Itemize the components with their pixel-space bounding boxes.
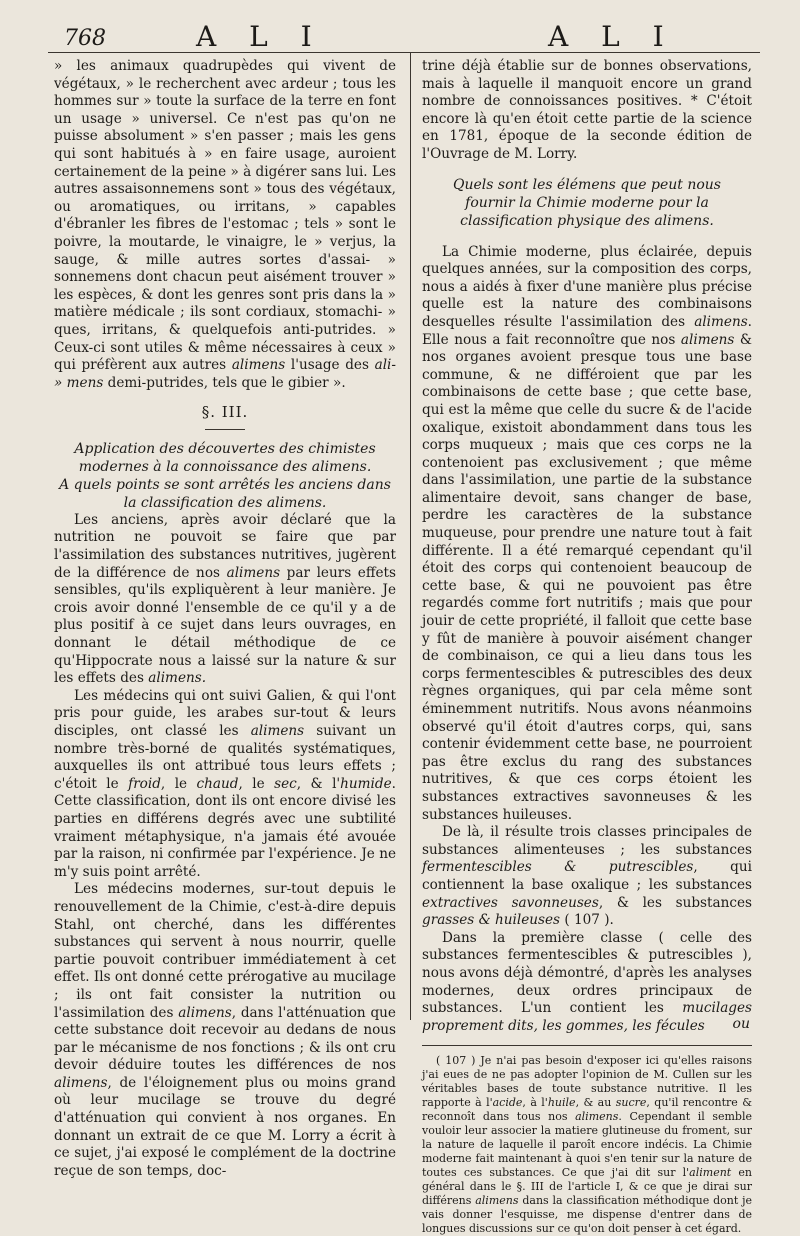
section-rule (205, 429, 245, 430)
paragraph: Dans la première classe ( celle des substances fermentescibles & putrescibles ), nous avons déjà démontré, d'après les analyses modernes, deux ordres principaux de substances. L'un contient les mucilages proprement dits, les gommes, les fécules (422, 929, 753, 1034)
running-title-left: A L I (196, 20, 324, 53)
subsection-title: Quels sont les élémens que peut nous fournir la Chimie moderne pour la classification physique des alimens. (453, 176, 721, 229)
column-divider (410, 52, 411, 1020)
subsection-title: A quels points se sont arrêtés les anciens dans la classification des alimens. (59, 476, 391, 511)
section-number: §. III. (201, 403, 249, 422)
page-number: 768 (64, 26, 106, 51)
left-column (54, 58, 396, 1180)
quoted-passage: » les animaux quadrupèdes qui vivent de végétaux, » le recherchent avec ardeur ; tous les hommes sur » toute la surface de la terre en font un usage » universel. Ce n'est pas qu'on ne puisse absolument » s'en passer ; mais les gens qui sont habitués à » en faire usage, auroient certainement de la peine » à digérer sans lui. Les autres assaisonnemens sont » tous des végétaux, ou aromatiques, ou irritans, » capables d'ébranler les fibres de l'estomac ; tels » sont le poivre, la moutarde, le vinaigre, le » verjus, la sauge, & mille autres sortes d'assai- » sonnemens dont chacun peut aisément trouver » les espèces, & dont les genres sont pris dans la » matière médicale ; ils sont cordiaux, stomachi- » ques, irritans, & quelquefois anti-putrides. » Ceux-ci sont utiles & même nécessaires à ceux » qui préfèrent aux autres alimens l'usage des ali- » mens demi-putrides, tels que le gibier ». (54, 58, 396, 391)
paragraph: Les médecins modernes, sur-tout depuis le renouvellement de la Chimie, c'est-à-dire depuis Stahl, ont cherché, dans les différentes substances qui servent à nous nourrir, quelle partie pouvoit contribuer immédiatement à cet effet. Ils ont donné cette prérogative au mucilage ; ils ont fait consister la nutrition ou l'assimilation des alimens, dans l'atténuation que cette substance doit recevoir au dedans de nous par le mécanisme de nos fonctions ; & ils ont cru devoir déduire toutes les différences de nos alimens, de l'éloignement plus ou moins grand où leur mucilage se trouve du degré d'atténuation qui convient à nos organes. En donnant un extrait de ce que M. Lorry a écrit à ce sujet, j'ai exposé le complément de la doctrine reçue de son temps, doc- (54, 881, 396, 1179)
catchword: ou (732, 1016, 750, 1032)
section-heading (54, 404, 396, 430)
paragraph: Les anciens, après avoir déclaré que la nutrition ne pouvoit se faire que par l'assimilation des substances nutritives, jugèrent de la différence de nos alimens par leurs effets sensibles, qu'ils expliquèrent à leur manière. Je crois avoir donné l'ensemble de ce qu'il y a de plus positif à ce sujet dans leurs ouvrages, en donnant le détail méthodique de ce qu'Hippocrate nous a laissé sur la nature & sur les effets des alimens. (54, 511, 396, 687)
paragraph: De là, il résulte trois classes principales de substances alimenteuses ; les substances fermentescibles & putrescibles, qui contiennent la base oxalique ; les substances extractives savonneuses, & les substances grasses & huileuses ( 107 ). (422, 824, 752, 929)
right-column (422, 58, 752, 1236)
section-title: Application des découvertes des chimistes modernes à la connoissance des alimens. (74, 440, 376, 475)
paragraph: Les médecins qui ont suivi Galien, & qui l'ont pris pour guide, les arabes sur-tout & leurs disciples, ont classé les alimens suivant un nombre très-borné de qualités systématiques, auxquelles ils ont attribué tous leurs effets ; c'étoit le froid, le chaud, le sec, & l'humide. Cette classification, dont ils ont encore divisé les parties en différens degrés avec une subtilité vraiment métaphysique, n'a jamais été avouée par la raison, ni confirmée par l'expérience. Je ne m'y suis point arrêté. (54, 687, 396, 880)
paragraph: La Chimie moderne, plus éclairée, depuis quelques années, sur la composition des corps, nous a aidés à fixer d'une manière plus précise quelle est la nature des combinaisons desquelles résulte l'assimilation des alimens. Elle nous a fait reconnoître que nos alimens & nos organes avoient presque tous une base commune, & ne différoient que par les combinaisons de cette base ; que cette base, qui est la même que celle du sucre & de l'acide oxalique, existoit abondamment dans tous les corps muqueux ; mais que ces corps ne la contenoient pas exclusivement ; que même dans l'assimilation, une partie de la substance alimentaire devoit, sans changer de base, perdre les caractères de la substance muqueuse, pour prendre une nature tout à fait différente. Il a été remarqué cependant qu'il étoit des corps qui contenoient beaucoup de cette base, & qui ne pouvoient pas être regardés comme fort nutritifs ; mais que pour jouir de cette propriété, il falloit que cette base y fût de manière à pouvoir aisément changer de combinaison, ce qui a lieu dans tous les corps fermentescibles & putrescibles des deux règnes organiques, qui par cela même sont éminemment nutritifs. Nous avons néanmoins observé qu'il étoit d'autres corps, qui, sans contenir évidemment cette base, ne pourroient pas être exclus du rang des substances nutritives, & que ces corps étoient les substances extractives savonneuses & les substances huileuses. (422, 243, 752, 823)
header-rule (48, 52, 760, 53)
paragraph-continued: trine déjà établie sur de bonnes observations, mais à laquelle il manquoit encore un grand nombre de connoissances positives. * C'étoit encore là qu'en étoit cette partie de la science en 1781, époque de la seconde édition de l'Ouvrage de M. Lorry. (422, 58, 752, 162)
footnote: ( 107 ) Je n'ai pas besoin d'exposer ici qu'elles raisons j'ai eues de ne pas adopter l'opinion de M. Cullen sur les véritables bases de toute substance nutritive. Il les rapporte à l'acide, à l'huile, & au sucre, qu'il rencontre & reconnoît dans tous nos alimens. Cependant il semble vouloir leur associer la matiere glutineuse du froment, sur la nature de laquelle il paroît encore indécis. La Chimie moderne fait maintenant à quoi s'en tenir sur la nature de toutes ces substances. Ce que j'ai dit sur l'aliment en général dans le §. III de l'article I, & ce que je dirai sur différens alimens dans la classification méthodique dont je vais donner l'esquisse, me dispense d'entrer dans de longues discussions sur ce qu'on doit penser à cet égard. (422, 1054, 753, 1236)
footnote-rule (422, 1045, 752, 1046)
running-title-right: A L I (548, 20, 676, 53)
